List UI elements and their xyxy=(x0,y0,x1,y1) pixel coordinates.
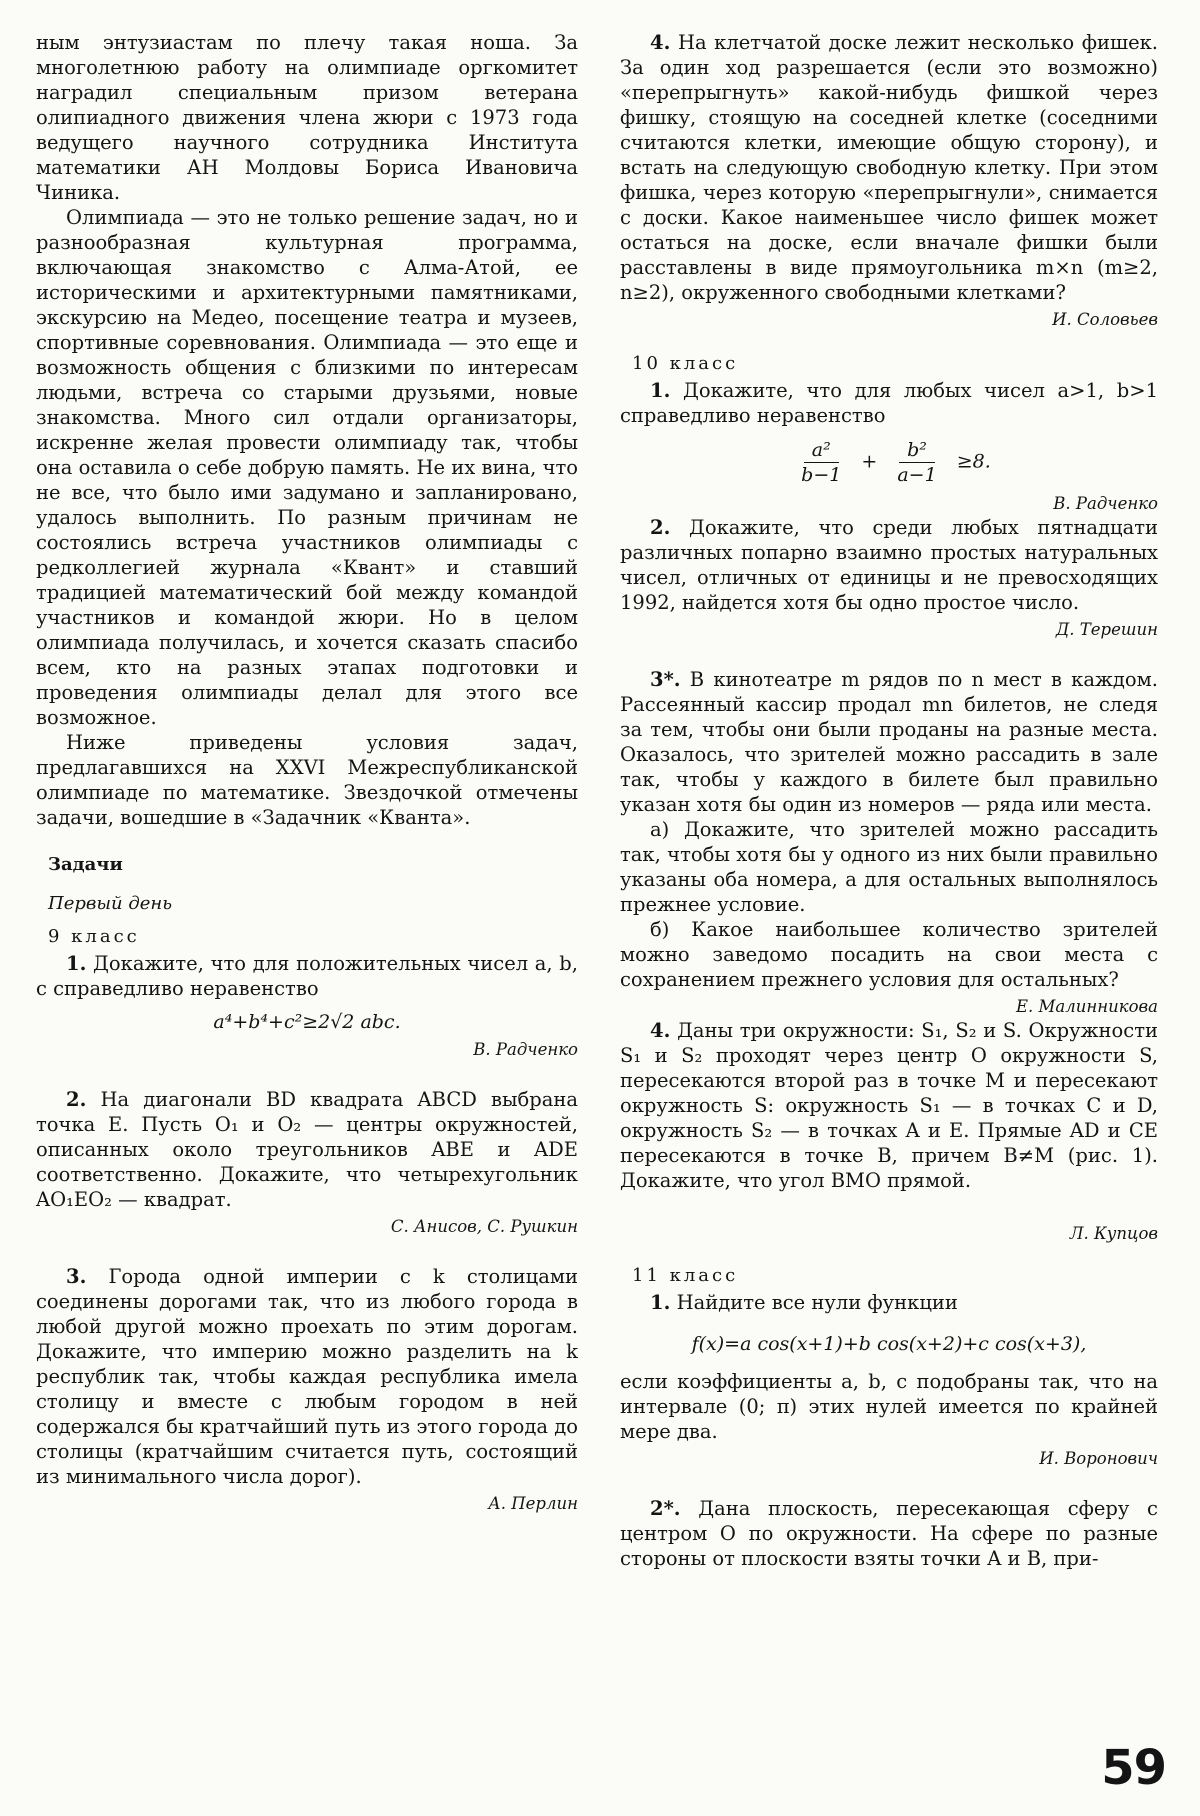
paragraph-olympiad-program: Олимпиада — это не только решение задач, но и разнообразная культурная программа, включающая знакомство с Алма-Атой, ее историческими и архитектурными памятниками, экскурсию на Медео, посещение театра и музеев, спортивные соревнования. Олимпиада — это еще и возможность общения с близкими по интересам людьми, встреча со старыми друзьями, новые знакомства. Много сил отдали организаторы, искренне желая провести олимпиаду так, чтобы она оставила о себе добрую память. Не их вина, что не все, что было ими задумано и запланировано, удалось выполнить. По разным причинам не состоялись встреча участников олимпиады с редколлегией журнала «Квант» и ставший традицией математический бой между командой участников и командой жюри. Но в целом олимпиада получилась, и хочется сказать спасибо всем, кто на разных этапах подготовки и проведения олимпиады делал для этого все возможное. xyxy=(36,206,578,729)
left-column xyxy=(36,30,578,1515)
problem-9-4 xyxy=(620,30,1158,305)
problem-10-1 xyxy=(620,378,1158,428)
problem-9-3 xyxy=(36,1264,578,1489)
author-9-3: А. Перлин xyxy=(488,1494,578,1513)
formula-11-1: f(x)=a cos(x+1)+b cos(x+2)+c cos(x+3), xyxy=(691,1333,1087,1355)
author-9-1: В. Радченко xyxy=(473,1040,578,1059)
day-title: Первый день xyxy=(48,893,173,914)
problem-text: Дана плоскость, пересекающая сферу с центром O по окружности. На сфере по разные стороны от плоскости взяты точки A и B, при- xyxy=(620,1497,1158,1570)
problem-text: На диагонали BD квадрата ABCD выбрана точка E. Пусть O₁ и O₂ — центры окружностей, описанных около треугольников ABE и ADE соответственно. Докажите, что четырехугольник AO₁EO₂ — квадрат. xyxy=(36,1088,578,1211)
problem-10-3-b: б) Какое наибольшее количество зрителей можно заведомо посадить на свои места с сохранением прежнего условия для остальных? xyxy=(620,918,1158,991)
author-9-4: И. Соловьев xyxy=(1052,310,1158,329)
problem-text: Докажите, что среди любых пятнадцати различных попарно взаимно простых натуральных чисел, отличных от единицы и не превосходящих 1992, найдется хотя бы одно простое число. xyxy=(620,516,1158,614)
paragraph-problems-intro: Ниже приведены условия задач, предлагавшихся на XXVI Межреспубликанской олимпиаде по математике. Звездочкой отмечены задачи, вошедшие в «Задачник «Кванта». xyxy=(36,731,578,829)
right-column xyxy=(620,30,1158,1571)
formula-9-1: a⁴+b⁴+c²≥2√2 abc. xyxy=(213,1011,401,1033)
problem-number: 2. xyxy=(650,516,671,539)
problem-10-4 xyxy=(620,1018,1158,1193)
problem-11-1-cont: если коэффициенты a, b, c подобраны так, что на интервале (0; π) этих нулей имеется по крайней мере два. xyxy=(620,1370,1158,1443)
problem-text: Найдите все нули функции xyxy=(676,1291,958,1314)
page-number: 59 xyxy=(1101,1740,1166,1796)
author-9-2: С. Анисов, С. Рушкин xyxy=(390,1217,578,1236)
paragraph-intro-end: ным энтузиастам по плечу такая ноша. За многолетнюю работу на олимпиаде оргкомитет наградил специальным призом ветерана олипиадного движения члена жюри с 1973 года ведущего научного сотрудника Института математики АН Молдовы Бориса Ивановича Чиника. xyxy=(36,31,578,204)
fraction-b2: $\frac{\text{b²}}{a-1}$ xyxy=(897,439,937,486)
section-title: Задачи xyxy=(48,854,123,875)
problem-11-2 xyxy=(620,1496,1158,1571)
fraction-a2: $\frac{\text{a²}}{b-1}$ xyxy=(801,439,842,486)
problem-number: 1. xyxy=(650,379,671,402)
problem-10-2 xyxy=(620,515,1158,615)
problem-text: Докажите, что для любых чисел a>1, b>1 справедливо неравенство xyxy=(620,379,1158,427)
problem-number: 2*. xyxy=(650,1497,681,1520)
problem-text: Даны три окружности: S₁, S₂ и S. Окружности S₁ и S₂ проходят через центр O окружности S, пересекаются второй раз в точке M и пересекают окружность S: окружность S₁ — в точках C и D, окружность S₂ — в точках A и E. Прямые AD и CE пересекаются в точке B, причем B≠M (рис. 1). Докажите, что угол BMO прямой. xyxy=(620,1019,1158,1192)
grade-10-title: 10 класс xyxy=(632,353,739,374)
problem-text: Докажите, что для положительных чисел a, b, c справедливо неравенство xyxy=(36,952,578,1000)
problem-number: 4. xyxy=(650,1019,671,1042)
author-10-2: Д. Терешин xyxy=(1055,620,1158,639)
problem-10-3 xyxy=(620,667,1158,817)
problem-number: 3. xyxy=(66,1265,87,1288)
problem-number: 1. xyxy=(650,1291,671,1314)
problem-number: 3*. xyxy=(650,668,681,691)
problem-number: 4. xyxy=(650,31,671,54)
author-10-4: Л. Купцов xyxy=(1069,1224,1158,1243)
grade-9-title: 9 класс xyxy=(48,926,140,947)
problem-text: На клетчатой доске лежит несколько фишек. За один ход разрешается (если это возможно) «перепрыгнуть» какой-нибудь фишкой через фишку, стоящую на соседней клетке (соседними считаются клетки, имеющие общую сторону), и встать на следующую свободную клетку. При этом фишка, через которую «перепрыгнули», снимается с доски. Какое наименьшее число фишек может остаться на доске, если вначале фишки были расставлены в виде прямоугольника m×n (m≥2, n≥2), окруженного свободными клетками? xyxy=(620,31,1159,304)
author-10-1: В. Радченко xyxy=(1053,494,1158,513)
problem-9-2 xyxy=(36,1087,578,1212)
formula-10-1: $\frac{\text{a²}}{b-1}$ + $\frac{\text{b²}}{a-1}$ ≥8. xyxy=(620,438,1158,487)
author-11-1: И. Воронович xyxy=(1039,1449,1158,1468)
problem-text: В кинотеатре m рядов по n мест в каждом. Рассеянный кассир продал mn билетов, не следя за тем, чтобы они были проданы на разные места. Оказалось, что зрителей можно рассадить в зале так, чтобы у каждого в билете был правильно указан хотя бы один из номеров — ряда или места. xyxy=(620,668,1158,816)
problem-9-1 xyxy=(36,951,578,1001)
problem-number: 1. xyxy=(66,952,87,975)
problem-10-3-a: а) Докажите, что зрителей можно рассадить так, чтобы хотя бы у одного из них были правильно указаны оба номера, а для остальных выполнялось прежнее условие. xyxy=(620,818,1158,916)
problem-text: Города одной империи с k столицами соединены дорогами так, что из любого города в любой другой можно проехать по этим дорогам. Докажите, что империю можно разделить на k республик так, чтобы каждая республика имела столицу и вместе с любым городом в ней содержался бы кратчайший путь из этого города до столицы (кратчайшим считается путь, состоящий из минимального числа дорог). xyxy=(36,1265,579,1488)
problem-number: 2. xyxy=(66,1088,87,1111)
problem-11-1 xyxy=(620,1290,1158,1315)
grade-11-title: 11 класс xyxy=(632,1265,739,1286)
author-10-3: Е. Малинникова xyxy=(1016,997,1158,1016)
